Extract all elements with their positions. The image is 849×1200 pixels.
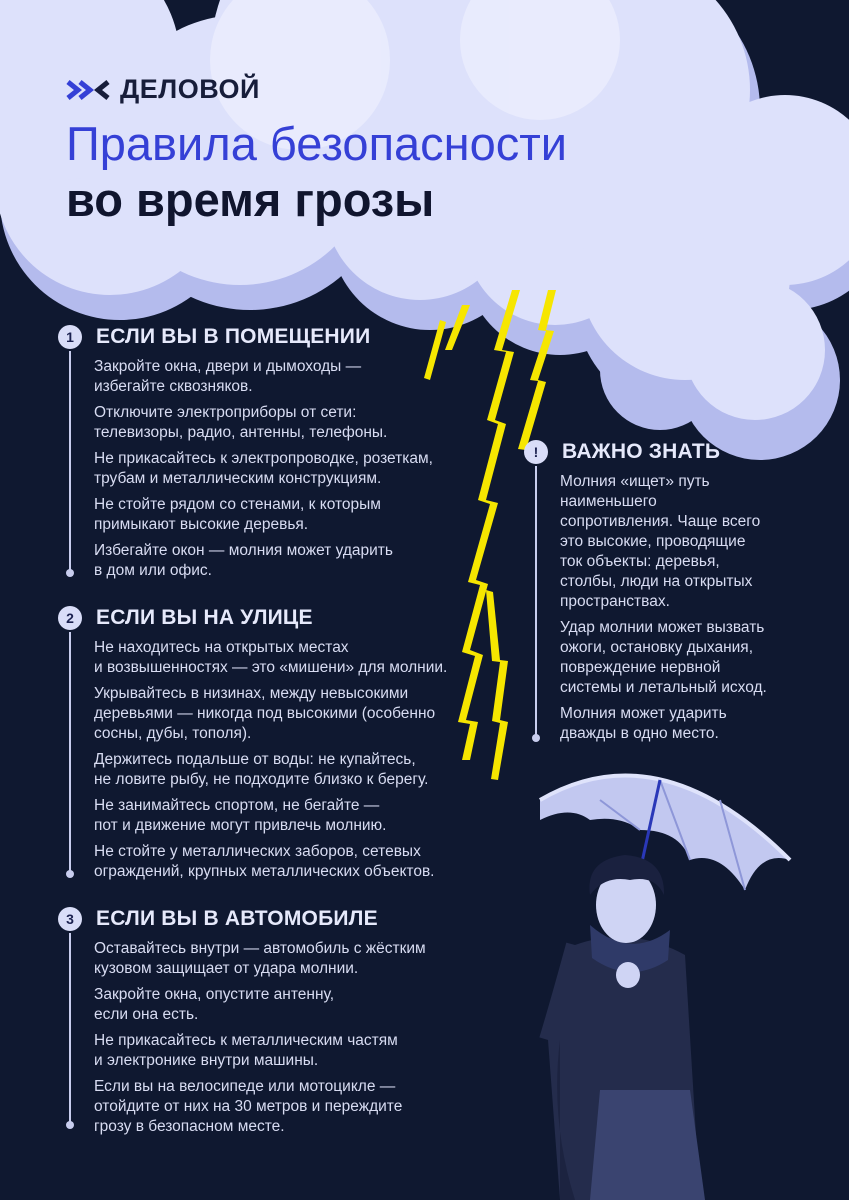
section-important bbox=[524, 438, 794, 750]
section-heading: ЕСЛИ ВЫ НА УЛИЦЕ bbox=[96, 606, 313, 629]
list-item: Не стойте у металлических заборов, сетевых ограждений, крупных металлических объектов. bbox=[94, 843, 435, 880]
list-item: Молния может ударить дважды в одно место. bbox=[560, 705, 727, 742]
list-item: Молния «ищет» путь наименьшего сопротивления. Чаще всего это высокие, проводящие ток объекты: деревья, столбы, люди на открытых пространствах. bbox=[560, 473, 761, 610]
person-with-umbrella-icon bbox=[540, 776, 790, 1200]
timeline-line bbox=[535, 466, 537, 736]
brand-name: ДЕЛОВОЙ bbox=[120, 74, 260, 104]
timeline-dot bbox=[66, 870, 74, 878]
page-title-line1: Правила безопасности bbox=[66, 117, 568, 170]
list-item: Не прикасайтесь к металлическим частям и электронике внутри машины. bbox=[94, 1032, 398, 1069]
timeline-line bbox=[69, 933, 71, 1123]
list-item: Не находитесь на открытых местах и возвышенностях — это «мишени» для молнии. bbox=[94, 639, 448, 676]
list-item: Удар молнии может вызвать ожоги, остановку дыхания, повреждение нервной системы и летальный исход. bbox=[560, 619, 767, 696]
section-outdoors bbox=[58, 604, 498, 888]
list-item: Избегайте окон — молния может ударить в дом или офис. bbox=[94, 542, 393, 579]
page-title-line2: во время грозы bbox=[66, 173, 435, 226]
list-item: Укрывайтесь в низинах, между невысокими деревьями — никогда под высокими (особенно сосны, дубы, тополя). bbox=[94, 685, 436, 742]
list-item: Закройте окна, двери и дымоходы — избегайте сквозняков. bbox=[94, 358, 362, 395]
section-heading: ЕСЛИ ВЫ В ПОМЕЩЕНИИ bbox=[96, 325, 371, 348]
list-item: Если вы на велосипеде или мотоцикле — отойдите от них на 30 метров и переждите грозу в безопасном месте. bbox=[94, 1078, 403, 1135]
section-number-badge: 2 bbox=[58, 606, 82, 630]
important-badge: ! bbox=[524, 440, 548, 464]
list-item: Отключите электроприборы от сети: телевизоры, радио, антенны, телефоны. bbox=[94, 404, 388, 441]
timeline-line bbox=[69, 351, 71, 571]
list-item: Не занимайтесь спортом, не бегайте — пот и движение могут привлечь молнию. bbox=[94, 797, 387, 834]
section-heading: ЕСЛИ ВЫ В АВТОМОБИЛЕ bbox=[96, 907, 378, 930]
section-number-badge: 3 bbox=[58, 907, 82, 931]
brand-logo bbox=[66, 74, 260, 105]
list-item: Закройте окна, опустите антенну, если она есть. bbox=[94, 986, 335, 1023]
section-heading: ВАЖНО ЗНАТЬ bbox=[562, 440, 721, 463]
timeline-line bbox=[69, 632, 71, 872]
double-chevron-logo-icon bbox=[66, 79, 110, 101]
section-number-badge: 1 bbox=[58, 325, 82, 349]
list-item: Не стойте рядом со стенами, к которым примыкают высокие деревья. bbox=[94, 496, 381, 533]
list-item: Не прикасайтесь к электропроводке, розеткам, трубам и металлическим конструкциям. bbox=[94, 450, 433, 487]
section-in-car bbox=[58, 905, 498, 1143]
list-item: Оставайтесь внутри — автомобиль с жёстким кузовом защищает от удара молнии. bbox=[94, 940, 426, 977]
timeline-dot bbox=[66, 569, 74, 577]
section-indoors bbox=[58, 323, 498, 587]
timeline-dot bbox=[532, 734, 540, 742]
timeline-dot bbox=[66, 1121, 74, 1129]
list-item: Держитесь подальше от воды: не купайтесь, не ловите рыбу, не подходите близко к берегу. bbox=[94, 751, 429, 788]
